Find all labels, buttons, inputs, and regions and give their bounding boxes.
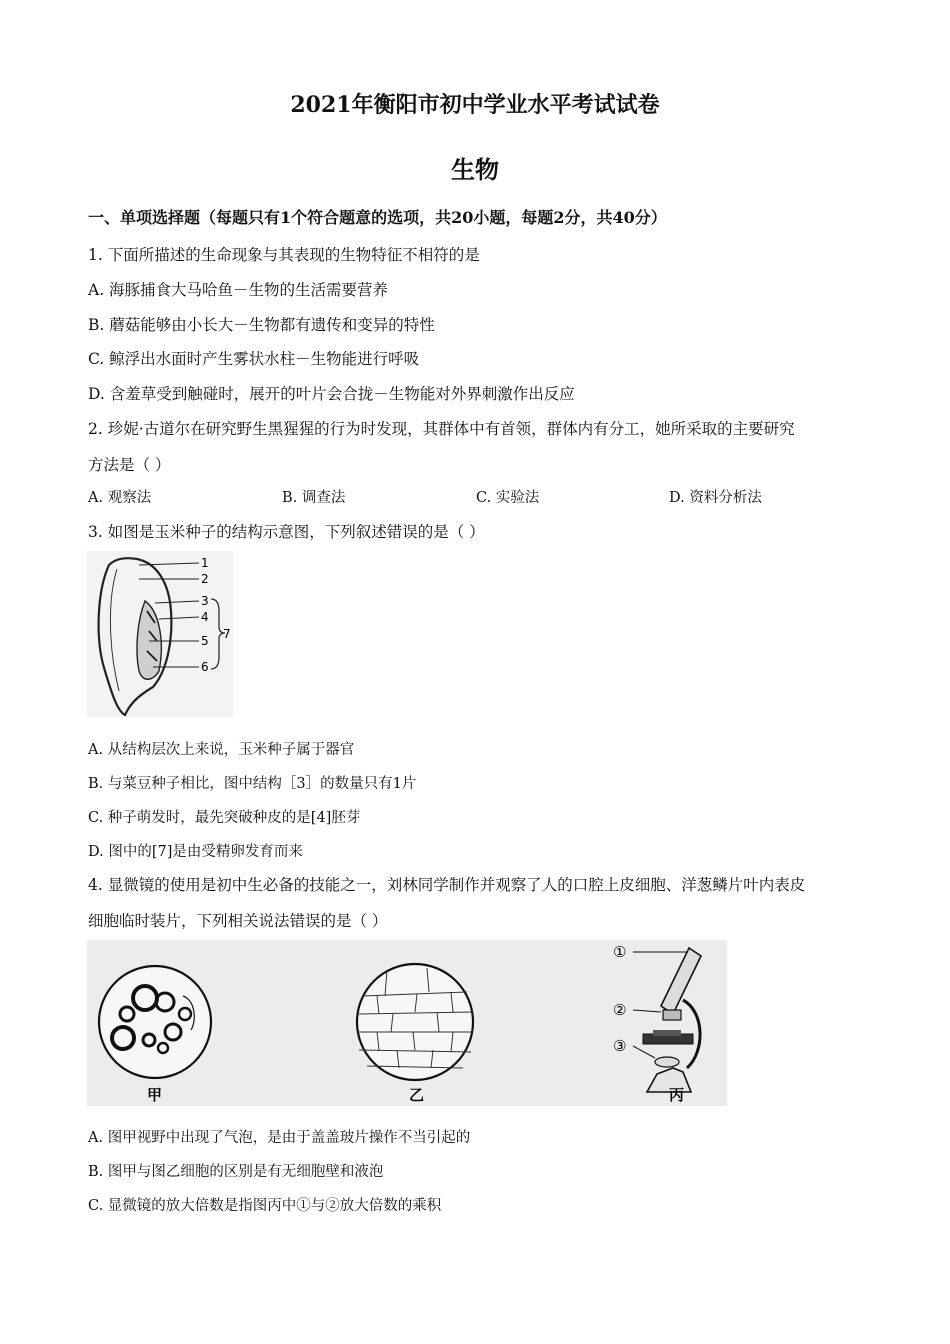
q4-option-a: A. 图甲视野中出现了气泡，是由于盖盖玻片操作不当引起的	[88, 1130, 471, 1146]
q4-option-c: C. 显微镜的放大倍数是指图丙中①与②放大倍数的乘积	[88, 1198, 442, 1214]
q1-option-c: C. 鲸浮出水面时产生雾状水柱－生物能进行呼吸	[88, 350, 420, 368]
q2-stem-line2: 方法是（ ）	[88, 456, 171, 474]
seed-label-1: 1	[201, 556, 209, 570]
q2-option-a: A. 观察法	[88, 490, 152, 506]
q2-stem-line1: 2. 珍妮·古道尔在研究野生黑猩猩的行为时发现，其群体中有首领，群体内有分工，她所采取的主要研究	[88, 420, 795, 438]
q4-option-b: B. 图甲与图乙细胞的区别是有无细胞壁和液泡	[88, 1164, 384, 1180]
seed-label-7: 7	[223, 627, 231, 641]
figure-label-yi: 乙	[409, 1086, 425, 1104]
q2-option-d: D. 资料分析法	[669, 490, 762, 506]
seed-label-2: 2	[201, 572, 209, 586]
seed-label-5: 5	[201, 634, 209, 648]
microscope-figure	[87, 940, 727, 1106]
q3-option-b: B. 与菜豆种子相比，图中结构［3］的数量只有1片	[88, 776, 417, 792]
subject-title: 生物	[451, 155, 499, 184]
figure-label-jia: 甲	[147, 1086, 163, 1104]
exam-title: 2021年衡阳市初中学业水平考试试卷	[290, 92, 660, 118]
q3-option-c: C. 种子萌发时，最先突破种皮的是[4]胚芽	[88, 810, 361, 826]
q3-stem: 3. 如图是玉米种子的结构示意图，下列叙述错误的是（ ）	[88, 523, 485, 541]
q1-option-d: D. 含羞草受到触碰时，展开的叶片会合拢－生物能对外界刺激作出反应	[88, 385, 575, 403]
q4-stem-line2: 细胞临时装片，下列相关说法错误的是（ ）	[88, 912, 388, 930]
q1-option-b: B. 蘑菇能够由小长大－生物都有遗传和变异的特性	[88, 316, 435, 334]
q4-stem-line1: 4. 显微镜的使用是初中生必备的技能之一，刘林同学制作并观察了人的口腔上皮细胞、洋葱鳞片叶内表皮	[88, 876, 806, 894]
figure-label-bing: 丙	[669, 1086, 685, 1104]
microscope-label-2: ②	[613, 1001, 627, 1019]
q2-option-b: B. 调查法	[282, 490, 346, 506]
microscope-label-1: ①	[613, 943, 627, 961]
microscope-label-3: ③	[613, 1037, 627, 1055]
q1-option-a: A. 海豚捕食大马哈鱼－生物的生活需要营养	[88, 281, 389, 299]
q3-option-a: A. 从结构层次上来说，玉米种子属于器官	[88, 742, 355, 758]
seed-label-6: 6	[201, 660, 209, 674]
seed-label-4: 4	[201, 610, 209, 624]
seed-label-3: 3	[201, 594, 209, 608]
q2-options	[88, 486, 888, 508]
q1-stem: 1. 下面所描述的生命现象与其表现的生物特征不相符的是	[88, 246, 480, 264]
q3-option-d: D. 图中的[7]是由受精卵发育而来	[88, 844, 303, 860]
corn-seed-figure	[87, 551, 233, 717]
section-heading: 一、单项选择题（每题只有1个符合题意的选项，共20小题，每题2分，共40分）	[88, 208, 667, 227]
q2-option-c: C. 实验法	[476, 490, 540, 506]
